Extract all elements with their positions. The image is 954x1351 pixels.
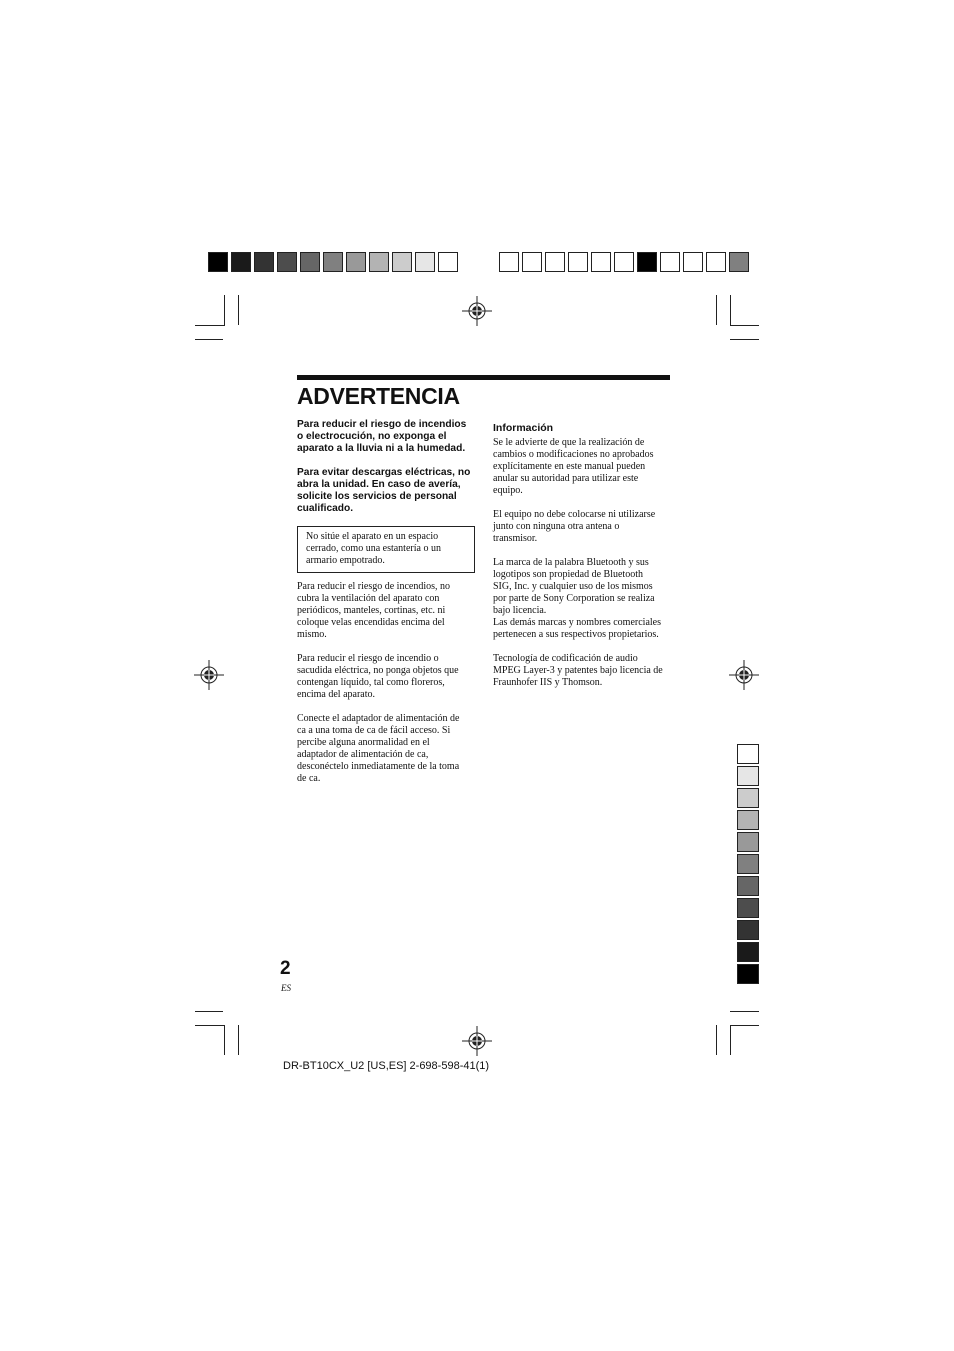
color-swatch xyxy=(660,252,680,272)
right-paragraph-1: Se le advierte de que la realización de cambios o modificaciones no aprobados explícitamente en este manual pueden anular su autoridad para utilizar este equipo. xyxy=(493,437,654,496)
warning-fire-shock: Para reducir el riesgo de incendios o electrocución, no exponga el aparato a la lluvia ni a la humedad. xyxy=(297,419,467,454)
title-rule xyxy=(297,375,670,380)
color-swatch xyxy=(591,252,611,272)
page-number: 2 xyxy=(280,958,291,979)
registration-mark-icon xyxy=(194,660,224,690)
color-swatch xyxy=(637,252,657,272)
language-code: ES xyxy=(281,983,291,993)
color-swatch xyxy=(300,252,320,272)
color-swatch xyxy=(737,876,759,896)
color-bar-top-right xyxy=(499,252,749,272)
color-swatch xyxy=(254,252,274,272)
registration-mark-icon xyxy=(462,296,492,326)
color-swatch xyxy=(614,252,634,272)
left-paragraph-3: Conecte el adaptador de alimentación de ca a una toma de ca de fácil acceso. Si percibe alguna anormalidad en el adaptador de alimentación de ca, desconéctelo inmediatamente de la toma de ca. xyxy=(297,713,460,784)
color-swatch xyxy=(737,832,759,852)
page-title: ADVERTENCIA xyxy=(297,383,460,409)
color-swatch xyxy=(737,766,759,786)
color-swatch xyxy=(323,252,343,272)
color-swatch xyxy=(392,252,412,272)
color-swatch xyxy=(737,942,759,962)
color-bar-top-left xyxy=(208,252,458,272)
notice-text: No sitúe el aparato en un espacio cerrado, como una estantería o un armario empotrado. xyxy=(306,531,441,566)
color-swatch xyxy=(231,252,251,272)
color-swatch xyxy=(737,810,759,830)
left-paragraph-2: Para reducir el riesgo de incendio o sacudida eléctrica, no ponga objetos que contengan líquido, tal como floreros, encima del aparato. xyxy=(297,653,459,700)
color-swatch xyxy=(369,252,389,272)
color-swatch xyxy=(737,854,759,874)
color-swatch xyxy=(438,252,458,272)
color-swatch xyxy=(729,252,749,272)
color-swatch xyxy=(499,252,519,272)
registration-mark-icon xyxy=(462,1026,492,1056)
color-swatch xyxy=(277,252,297,272)
color-swatch xyxy=(568,252,588,272)
color-swatch xyxy=(737,744,759,764)
color-swatch xyxy=(737,964,759,984)
color-swatch xyxy=(545,252,565,272)
registration-mark-icon xyxy=(729,660,759,690)
color-swatch xyxy=(415,252,435,272)
right-heading: Información xyxy=(493,422,554,434)
right-paragraph-2: El equipo no debe colocarse ni utilizarse junto con ninguna otra antena o transmisor. xyxy=(493,509,656,544)
color-swatch xyxy=(737,898,759,918)
right-paragraph-4: Tecnología de codificación de audio MPEG Layer-3 y patentes bajo licencia de Fraunhofer IIS y Thomson. xyxy=(493,653,663,688)
warning-do-not-open: Para evitar descargas eléctricas, no abra la unidad. En caso de avería, solicite los servicios de personal cualificado. xyxy=(297,467,471,514)
color-swatch xyxy=(346,252,366,272)
color-swatch xyxy=(737,788,759,808)
color-swatch xyxy=(683,252,703,272)
color-swatch xyxy=(706,252,726,272)
color-swatch xyxy=(522,252,542,272)
color-swatch xyxy=(208,252,228,272)
left-paragraph-1: Para reducir el riesgo de incendios, no cubra la ventilación del aparato con periódicos, manteles, cortinas, etc. ni coloque velas encendidas encima del mismo. xyxy=(297,581,451,640)
color-bar-right-vertical xyxy=(737,744,759,986)
color-swatch xyxy=(737,920,759,940)
footer-doc-code: DR-BT10CX_U2 [US,ES] 2-698-598-41(1) xyxy=(283,1060,490,1072)
notice-box xyxy=(297,526,475,573)
right-paragraph-3: La marca de la palabra Bluetooth y sus logotipos son propiedad de Bluetooth SIG, Inc. y cualquier uso de los mismos por parte de Sony Corporation se realiza bajo licencia. Las demás marcas y nombres comerciales pertenecen a sus respectivos propietarios. xyxy=(493,557,661,640)
